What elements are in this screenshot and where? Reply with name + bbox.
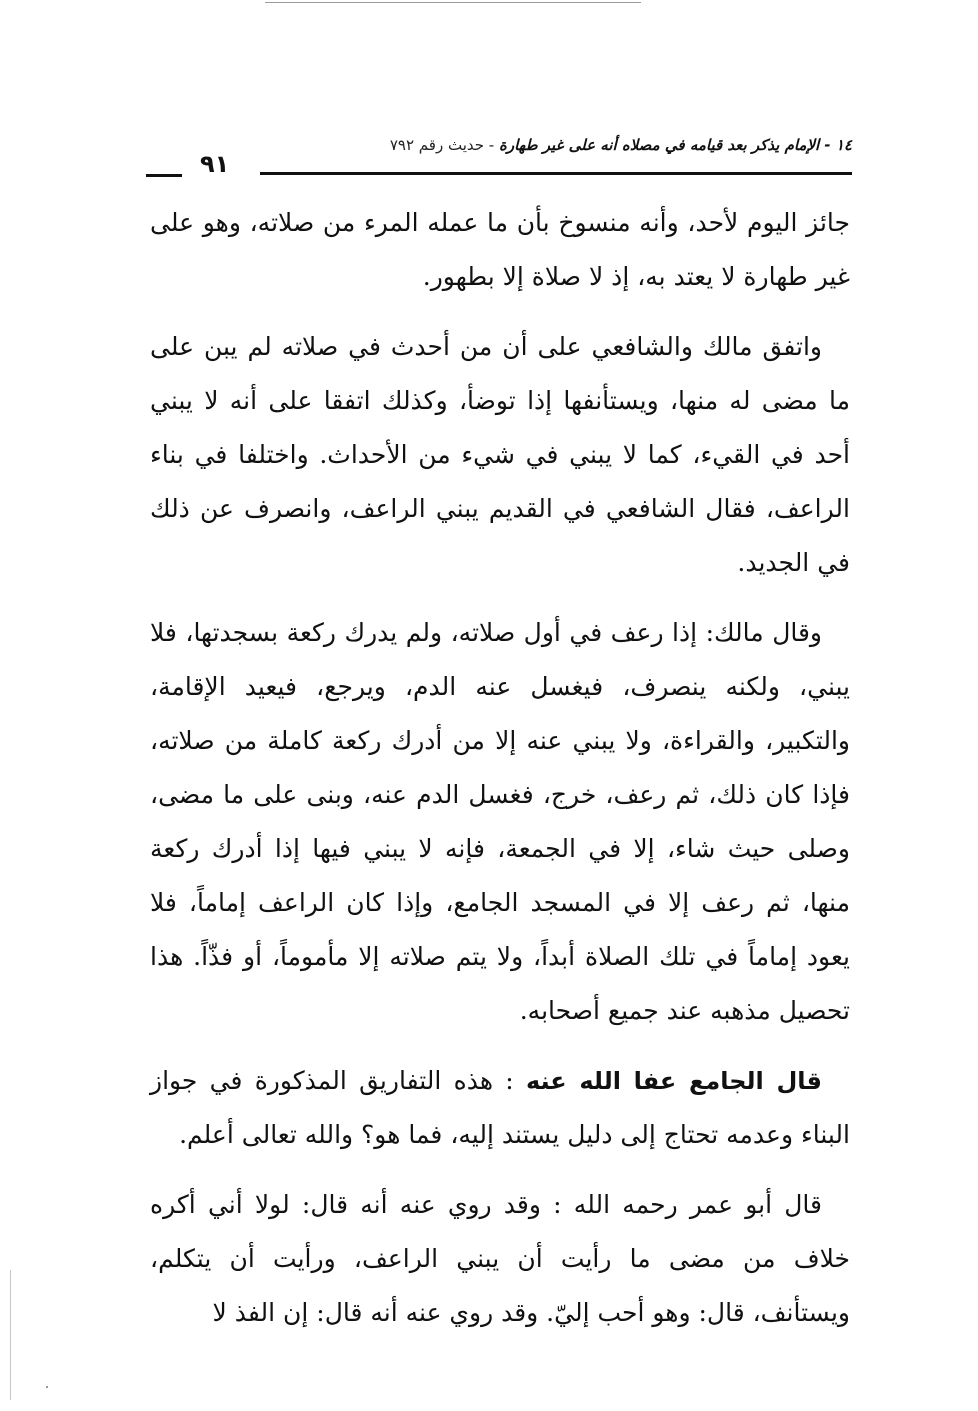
header-rule	[260, 172, 852, 175]
paragraph-text: وقال مالك: إذا رعف في أول صلاته، ولم يدرك ركعة بسجدتها، فلا يبني، ولكنه ينصرف، فيغسل عنه الدم، ويرجع، فيعيد الإقامة، والتكبير، والقراءة، ولا يبني عنه إلا من أدرك ركعة كاملة من صلاته، فإذا كان ذلك، ثم رعف، خرج، فغسل الدم عنه، وبنى على ما مضى، وصلى حيث شاء، إلا في الجمعة، فإنه لا يبني فيها إذا أدرك ركعة منها، ثم رعف إلا في المسجد الجامع، وإذا كان الراعف إماماً، فلا يعود إماماً في تلك الصلاة أبداً، ولا يتم صلاته إلا مأموماً، أو فذّاً. هذا تحصيل مذهبه عند جميع أصحابه.	[150, 618, 850, 1025]
body-text	[150, 196, 850, 1356]
scan-edge-line	[265, 2, 641, 3]
paragraph	[150, 606, 850, 1038]
paragraph	[150, 1178, 850, 1340]
running-head	[390, 136, 852, 154]
paragraph-text: قال أبو عمر رحمه الله : وقد روي عنه أنه قال: لولا أني أكره خلاف من مضى ما رأيت أن يبني الراعف، ورأيت أن يتكلم، ويستأنف، قال: وهو أحب إليّ. وقد روي عنه أنه قال: إن الفذ لا	[150, 1190, 850, 1327]
scan-edge-line	[10, 1270, 11, 1400]
paragraph	[150, 196, 850, 304]
running-head-hadith-ref: - حديث رقم ٧٩٢	[389, 136, 495, 154]
scan-speck	[46, 1386, 48, 1388]
page-header	[146, 128, 852, 188]
paragraph-text: جائز اليوم لأحد، وأنه منسوخ بأن ما عمله المرء من صلاته، وهو على غير طهارة لا يعتد به، إذ لا صلاة إلا بطهور.	[150, 208, 850, 291]
paragraph-lead: قال الجامع عفا الله عنه	[525, 1067, 822, 1095]
page-number-dash	[146, 174, 182, 177]
paragraph	[150, 1054, 850, 1162]
running-head-title: ١٤ - الإمام يذكر بعد قيامه في مصلاه أنه على غير طهارة	[498, 136, 852, 154]
paragraph	[150, 320, 850, 590]
paragraph-text: واتفق مالك والشافعي على أن من أحدث في صلاته لم يبن على ما مضى له منها، ويستأنفها إذا توضأ، وكذلك اتفقا على أنه لا يبني أحد في القيء، كما لا يبني في شيء من الأحداث. واختلفا في بناء الراعف، فقال الشافعي في القديم يبني الراعف، وانصرف عن ذلك في الجديد.	[150, 332, 850, 577]
page-number: ٩١	[200, 150, 230, 178]
paragraph-text: : هذه التفاريق المذكورة في جواز البناء وعدمه تحتاج إلى دليل يستند إليه، فما هو؟ والله تعالى أعلم.	[150, 1066, 850, 1149]
